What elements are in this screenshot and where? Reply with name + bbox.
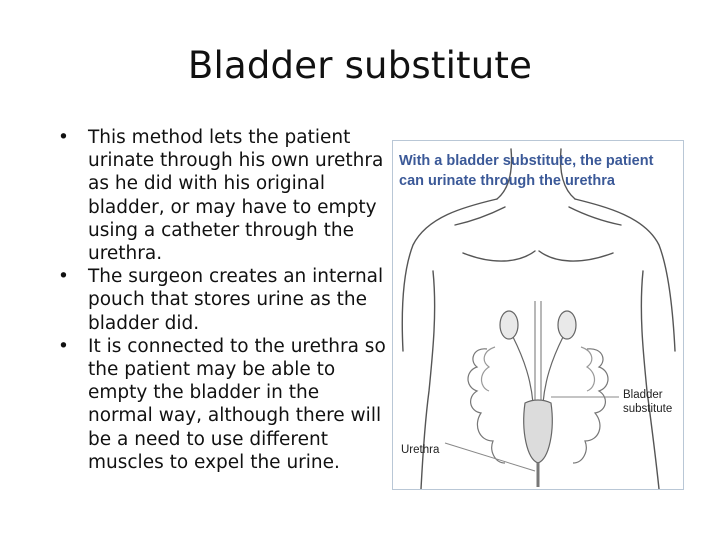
bullet-text: This method lets the patient urinate through his own urethra as he did with his original bladder, or may have to empty using a catheter through the urethra. [88,127,384,265]
bullet-symbol: • [58,266,69,288]
anatomy-illustration [392,140,684,490]
right-torso-outline [641,271,659,489]
right-colon [573,349,608,463]
bullet-item [58,126,388,265]
left-colon [468,349,505,463]
chest-outline [539,251,613,261]
chest-outline [463,251,535,261]
right-shoulder-outline [575,199,675,351]
bullet-text: It is connected to the urethra so the patient may be able to empty the bladder in the normal way, although there will be a need to use different muscles to expel the urine. [88,335,386,473]
ureter [543,337,563,403]
bladder-substitute-pouch [524,400,552,463]
bullet-symbol: • [58,335,69,357]
bullet-symbol: • [58,127,69,148]
bullet-item [58,265,388,335]
bullet-item [58,335,388,474]
slide-title: Bladder substitute [187,44,533,87]
bullet-text: The surgeon creates an internal pouch that stores urine as the bladder did. [88,266,384,334]
bladder-label-line: Bladder [623,389,663,401]
figure-caption: With a bladder substitute, the patient can urinate through the urethra [399,153,654,189]
right-kidney [558,311,576,339]
urethra-label: Urethra [401,444,440,456]
anatomy-drawing [393,141,683,489]
urethra-label-leader [445,443,535,471]
bullet-list [58,126,388,474]
left-shoulder-outline [402,199,497,351]
left-colon [482,347,496,391]
bladder-label-line: substitute [623,403,673,415]
ureter [513,337,533,403]
right-colon [581,347,595,391]
clavicle-outline [455,207,505,225]
bladder-substitute-label [623,388,672,416]
left-kidney [500,311,518,339]
